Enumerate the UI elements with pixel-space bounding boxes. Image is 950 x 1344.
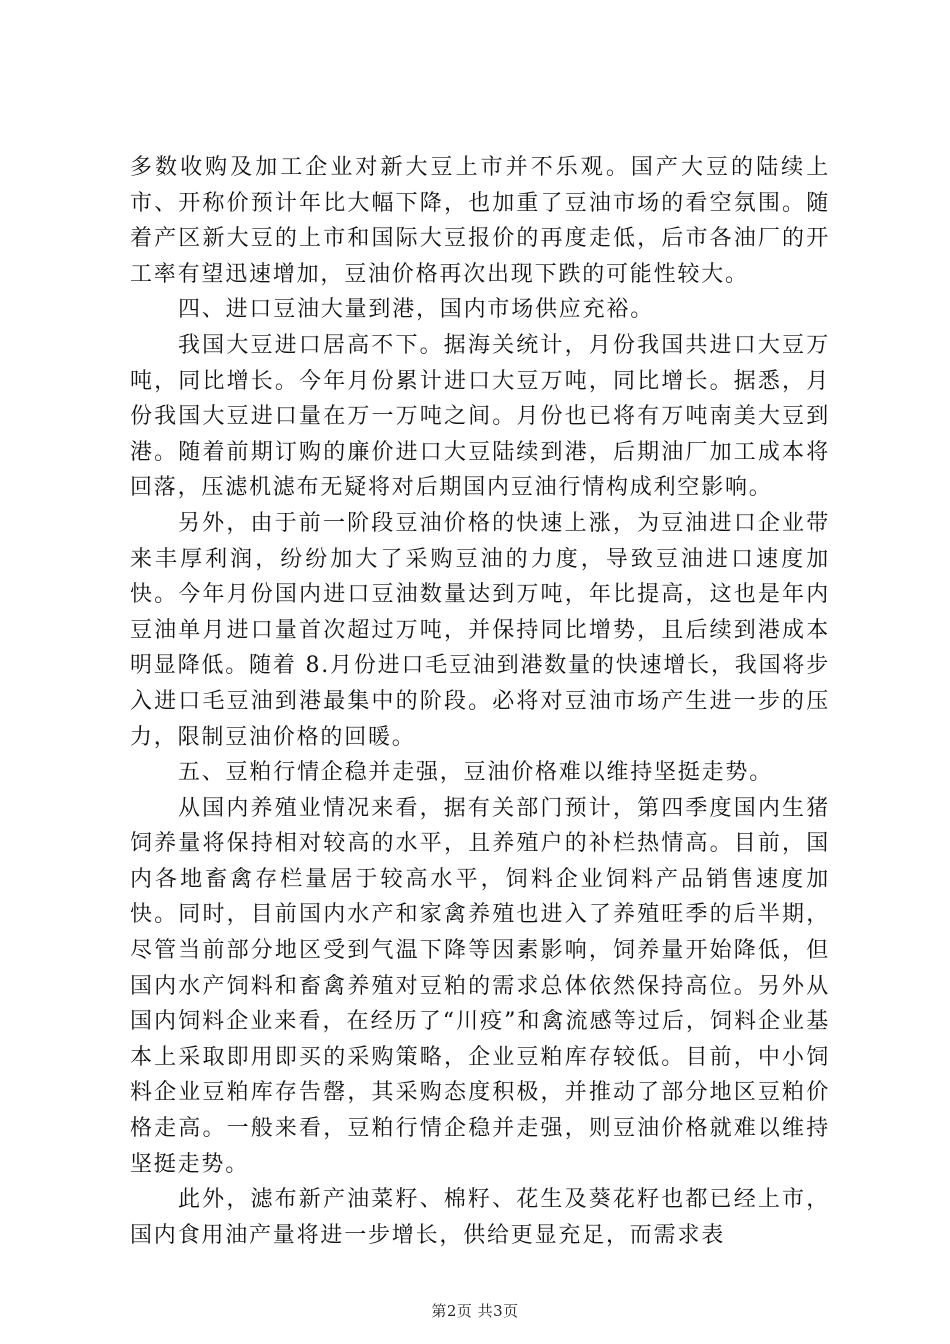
section-heading-4: 四、进口豆油大量到港，国内市场供应充裕。 bbox=[178, 297, 655, 323]
section-heading-5: 五、豆粕行情企稳并走强，豆油价格难以维持坚挺走势。 bbox=[178, 760, 774, 786]
paragraph-3: 我国大豆进口居高不下。据海关统计，月份我国共进口大豆万吨，同比增长。今年月份累计进口大豆万吨，同比增长。据悉，月份我国大豆进口量在万一万吨之间。月份也已将有万吨南美大豆到港。随着前期订购的廉价进口大豆陆续到港，后期油厂加工成本将回落，压滤机滤布无疑将对后期国内豆油行情构成利空影响。 bbox=[130, 332, 830, 501]
paragraph-7: 此外，滤布新产油菜籽、棉籽、花生及葵花籽也都已经上市，国内食用油产量将进一步增长，供给更显充足，而需求表 bbox=[130, 1187, 830, 1248]
document-body bbox=[130, 150, 830, 1253]
paragraph-1: 多数收购及加工企业对新大豆上市并不乐观。国产大豆的陆续上市、开称价预计年比大幅下降，也加重了豆油市场的看空氛围。随着产区新大豆的上市和国际大豆报价的再度走低，后市各油厂的开工率有望迅速增加，豆油价格再次出现下跌的可能性较大。 bbox=[130, 155, 830, 287]
paragraph-4: 另外，由于前一阶段豆油价格的快速上涨，为豆油进口企业带来丰厚利润，纷纷加大了采购豆油的力度，导致豆油进口速度加快。今年月份国内进口豆油数量达到万吨，年比提高，这也是年内豆油单月进口量首次超过万吨，并保持同比增势，且后续到港成本明显降低。随着 8.月份进口毛豆油到港数量的快速增长，我国将步入进口毛豆油到港最集中的阶段。必将对豆油市场产生进一步的压力，限制豆油价格的回暖。 bbox=[130, 510, 830, 750]
page-number-footer: 第2页 共3页 bbox=[431, 1302, 519, 1320]
paragraph-6: 从国内养殖业情况来看，据有关部门预计，第四季度国内生猪饲养量将保持相对较高的水平，且养殖户的补栏热情高。目前，国内各地畜禽存栏量居于较高水平，饲料企业饲料产品销售速度加快。同时，目前国内水产和家禽养殖也进入了养殖旺季的后半期，尽管当前部分地区受到气温下降等因素影响，饲养量开始降低，但国内水产饲料和畜禽养殖对豆粕的需求总体依然保持高位。另外从国内饲料企业来看，在经历了“川疫”和禽流感等过后，饲料企业基本上采取即用即买的采购策略，企业豆粕库存较低。目前，中小饲料企业豆粕库存告罄，其采购态度积极，并推动了部分地区豆粕价格走高。一般来看，豆粕行情企稳并走强，则豆油价格就难以维持坚挺走势。 bbox=[130, 795, 830, 1177]
